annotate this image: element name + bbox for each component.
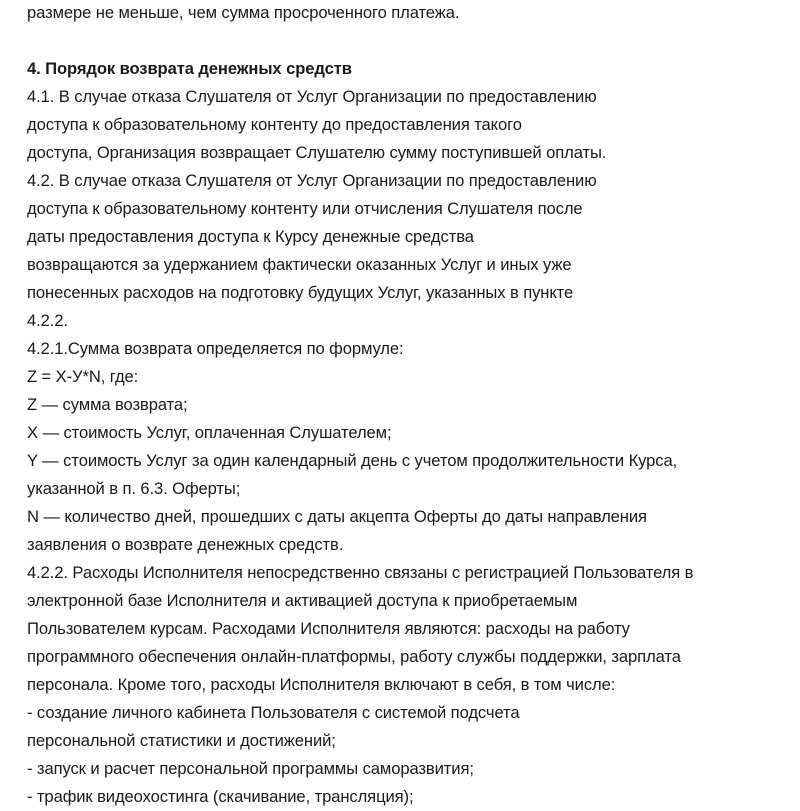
body-line: 4.2.2. Расходы Исполнителя непосредственно связаны с регистрацией Пользователя в <box>27 563 694 582</box>
list-item: - трафик видеохостинга (скачивание, трансляция); <box>27 787 414 806</box>
body-line: возвращаются за удержанием фактически оказанных Услуг и иных уже <box>27 255 572 274</box>
body-line: Пользователем курсам. Расходами Исполнителя являются: расходы на работу <box>27 619 630 638</box>
formula-definition: Z — сумма возврата; <box>27 395 188 414</box>
formula-definition: заявления о возврате денежных средств. <box>27 535 344 554</box>
list-item: - создание личного кабинета Пользователя с системой подсчета <box>27 703 520 722</box>
body-line: программного обеспечения онлайн-платформы, работу службы поддержки, зарплата <box>27 647 681 666</box>
list-item-continuation: персональной статистики и достижений; <box>27 731 336 750</box>
section-heading: 4. Порядок возврата денежных средств <box>27 59 352 78</box>
body-line: 4.2.2. <box>27 311 68 330</box>
body-line: электронной базе Исполнителя и активацией доступа к приобретаемым <box>27 591 578 610</box>
list-item: - запуск и расчет персональной программы саморазвития; <box>27 759 474 778</box>
body-line: 4.2. В случае отказа Слушателя от Услуг Организации по предоставлению <box>27 171 597 190</box>
intro-line: размере не меньше, чем сумма просроченного платежа. <box>27 3 460 22</box>
body-line: 4.1. В случае отказа Слушателя от Услуг Организации по предоставлению <box>27 87 597 106</box>
body-line: 4.2.1.Сумма возврата определяется по формуле: <box>27 339 404 358</box>
formula-definition: N — количество дней, прошедших с даты акцепта Оферты до даты направления <box>27 507 647 526</box>
formula-definition: указанной в п. 6.3. Оферты; <box>27 479 241 498</box>
body-line: доступа, Организация возвращает Слушателю сумму поступившей оплаты. <box>27 143 607 162</box>
formula-definition: X — стоимость Услуг, оплаченная Слушателем; <box>27 423 392 442</box>
body-line: персонала. Кроме того, расходы Исполнителя включают в себя, в том числе: <box>27 675 616 694</box>
body-line: доступа к образовательному контенту или отчисления Слушателя после <box>27 199 583 218</box>
formula-line: Z = X-У*N, где: <box>27 367 139 386</box>
formula-definition: Y — стоимость Услуг за один календарный день с учетом продолжительности Курса, <box>27 451 678 470</box>
document-body <box>27 0 797 811</box>
body-line: доступа к образовательному контенту до предоставления такого <box>27 115 522 134</box>
body-line: даты предоставления доступа к Курсу денежные средства <box>27 227 474 246</box>
paragraph-gap <box>27 27 797 55</box>
body-line: понесенных расходов на подготовку будущих Услуг, указанных в пункте <box>27 283 574 302</box>
